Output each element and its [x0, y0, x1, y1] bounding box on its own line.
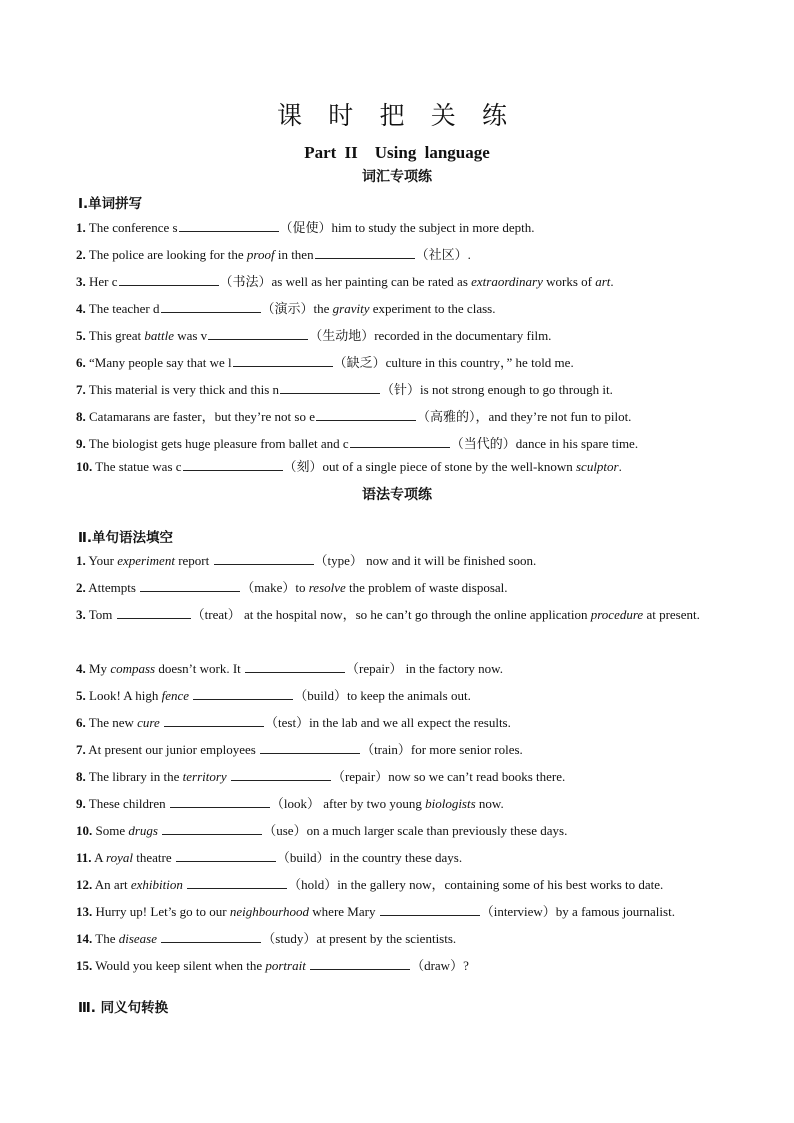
answer-blank[interactable] — [176, 847, 276, 862]
answer-blank[interactable] — [208, 325, 308, 340]
part-heading: Part II Using language — [304, 143, 490, 162]
grammar-question-10: 10. Some drugs （use）on a much larger scale than previously these days. — [76, 817, 721, 844]
answer-blank[interactable] — [214, 550, 314, 565]
grammar-question-6: 6. The new cure （test）in the lab and we all expect the results. — [76, 709, 721, 736]
answer-blank[interactable] — [183, 456, 283, 471]
answer-blank[interactable] — [187, 874, 287, 889]
answer-blank[interactable] — [316, 406, 416, 421]
answer-blank[interactable] — [260, 739, 360, 754]
answer-blank[interactable] — [162, 820, 262, 835]
answer-blank[interactable] — [380, 901, 480, 916]
spelling-question-4: 4. The teacher d （演示）the gravity experiment to the class. — [76, 295, 721, 322]
spelling-question-7: 7. This material is very thick and this n （针）is not strong enough to go through it. — [76, 376, 721, 403]
section-heading-spelling: Ⅰ.单词拼写 — [78, 196, 143, 212]
answer-blank[interactable] — [164, 712, 264, 727]
answer-blank[interactable] — [310, 955, 410, 970]
spelling-question-8: 8. Catamarans are faster，but they’re not so e （高雅的），and they’re not fun to pilot. — [76, 403, 721, 430]
grammar-question-9: 9. These children （look） after by two young biologists now. — [76, 790, 721, 817]
spelling-question-9: 9. The biologist gets huge pleasure from ballet and c （当代的）dance in his spare time. — [76, 430, 721, 457]
grammar-question-12: 12. An art exhibition （hold）in the gallery now，containing some of his best works to date. — [76, 871, 721, 898]
answer-blank[interactable] — [140, 577, 240, 592]
grammar-question-14: 14. The disease （study）at present by the scientists. — [76, 925, 721, 952]
grammar-question-4: 4. My compass doesn’t work. It （repair） in the factory now. — [76, 655, 721, 682]
answer-blank[interactable] — [193, 685, 293, 700]
answer-blank[interactable] — [161, 928, 261, 943]
answer-blank[interactable] — [170, 793, 270, 808]
grammar-heading: 语法专项练 — [362, 487, 432, 503]
page-title: 课 时 把 关 练 — [276, 103, 517, 130]
grammar-question-8: 8. The library in the territory （repair）now so we can’t read books there. — [76, 763, 721, 790]
spelling-question-6: 6. “Many people say that we l （缺乏）culture in this country，” he told me. — [76, 349, 721, 376]
answer-blank[interactable] — [161, 298, 261, 313]
grammar-question-2: 2. Attempts （make）to resolve the problem of waste disposal. — [76, 574, 721, 601]
answer-blank[interactable] — [179, 217, 279, 232]
answer-blank[interactable] — [233, 352, 333, 367]
spelling-question-10: 10. The statue was c （刻）out of a single piece of stone by the well-known sculptor. — [76, 453, 721, 480]
answer-blank[interactable] — [350, 433, 450, 448]
answer-blank[interactable] — [119, 271, 219, 286]
grammar-question-7: 7. At present our junior employees （train）for more senior roles. — [76, 736, 721, 763]
grammar-question-5: 5. Look! A high fence （build）to keep the animals out. — [76, 682, 721, 709]
grammar-question-3: 3. Tom （treat） at the hospital now，so he can’t go through the online application procedure at present. — [76, 601, 721, 628]
grammar-question-11: 11. A royal theatre （build）in the country these days. — [76, 844, 721, 871]
spelling-question-1: 1. The conference s （促使）him to study the subject in more depth. — [76, 214, 721, 241]
answer-blank[interactable] — [117, 604, 191, 619]
spelling-question-3: 3. Her c （书法）as well as her painting can be rated as extraordinary works of art. — [76, 268, 721, 295]
grammar-question-15: 15. Would you keep silent when the portrait （draw）? — [76, 952, 721, 979]
answer-blank[interactable] — [280, 379, 380, 394]
section-heading-synonym: Ⅲ. 同义句转换 — [78, 1000, 169, 1016]
grammar-question-13: 13. Hurry up! Let’s go to our neighbourhood where Mary （interview）by a famous journalist. — [76, 898, 721, 925]
answer-blank[interactable] — [231, 766, 331, 781]
answer-blank[interactable] — [245, 658, 345, 673]
spelling-question-5: 5. This great battle was v （生动地）recorded in the documentary film. — [76, 322, 721, 349]
answer-blank[interactable] — [315, 244, 415, 259]
section-heading-grammar-fill: Ⅱ.单句语法填空 — [78, 530, 174, 546]
spelling-question-2: 2. The police are looking for the proof in then （社区）. — [76, 241, 721, 268]
vocab-heading: 词汇专项练 — [362, 169, 432, 185]
grammar-question-1: 1. Your experiment report （type） now and it will be finished soon. — [76, 547, 721, 574]
